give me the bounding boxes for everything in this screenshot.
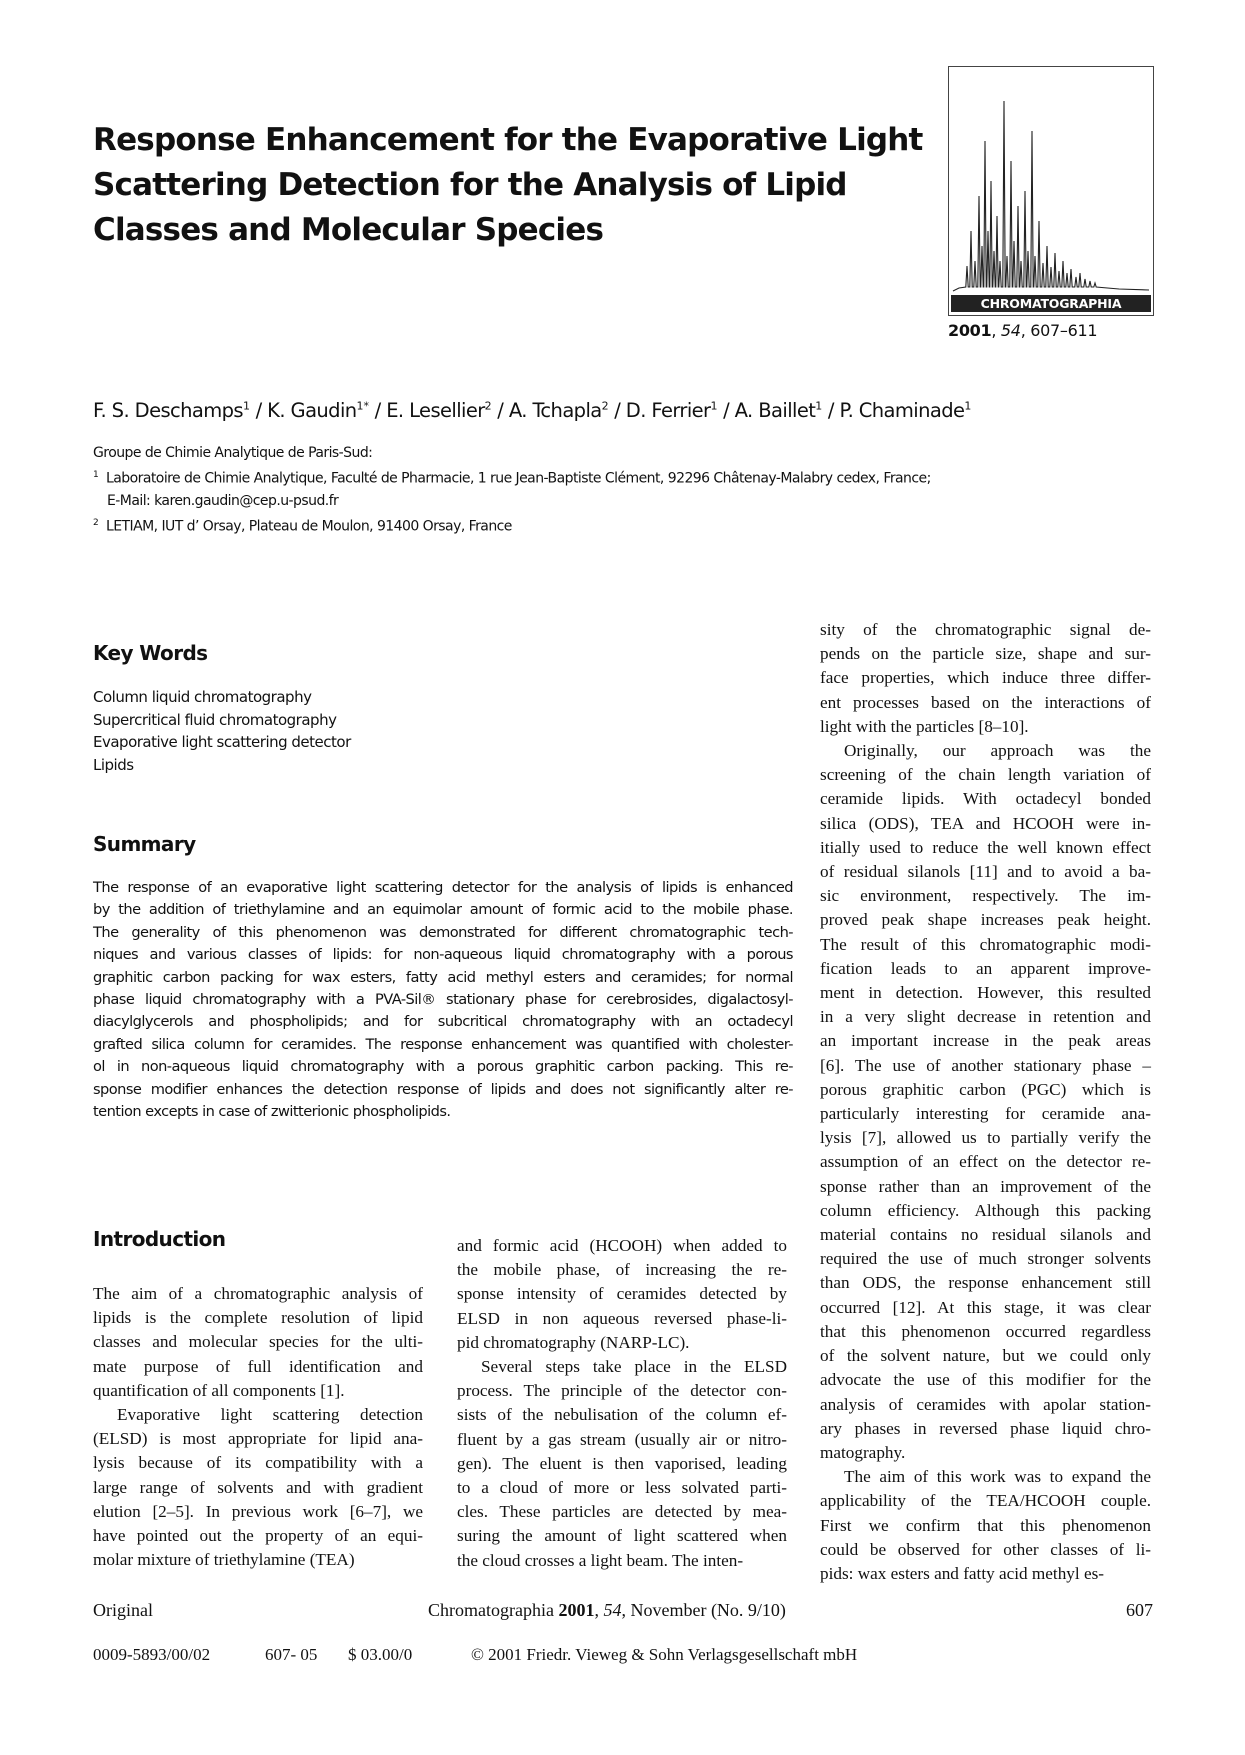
- text-line: classes and molecular species for the ulti-: [93, 1332, 423, 1352]
- text-line: lipids is the complete resolution of lipid: [93, 1308, 423, 1328]
- body-column-3: [820, 618, 1151, 1586]
- text-line: occurred [12]. At this stage, it was clear: [820, 1297, 1151, 1317]
- text-line: silica (ODS), TEA and HCOOH were in-: [820, 813, 1151, 833]
- text-line: of residual silanols [11] and to avoid a ba-: [820, 862, 1151, 882]
- summary-line: The generality of this phenomenon was demonstrated for different chromatographic tech-: [93, 923, 793, 941]
- text-line: have pointed out the property of an equi-: [93, 1526, 423, 1546]
- paper-title: Response Enhancement for the Evaporative Light Scattering Detection for the Analysis of Lipid Classes and Molecular Species: [93, 122, 923, 248]
- text-line: proved peak shape increases peak height.: [820, 910, 1151, 930]
- text-line: First we confirm that this phenomenon: [820, 1515, 1151, 1535]
- author: [626, 399, 718, 422]
- author-name: A. Tchapla: [508, 399, 602, 422]
- keyword-item: Lipids: [93, 755, 134, 774]
- text-line: particularly interesting for ceramide ana-: [820, 1104, 1151, 1124]
- text-line: and formic acid (HCOOH) when added to: [457, 1236, 787, 1255]
- text-line: face properties, which induce three differ-: [820, 668, 1151, 688]
- text-line: porous graphitic carbon (PGC) which is: [820, 1079, 1151, 1099]
- text-line: fluent by a gas stream (usually air or nitro-: [457, 1429, 787, 1449]
- text-line: the mobile phase, of increasing the re-: [457, 1260, 787, 1280]
- text-line: than ODS, the response enhancement still: [820, 1273, 1151, 1293]
- affiliation-1-text: Laboratoire de Chimie Analytique, Faculté de Pharmacie, 1 rue Jean-Baptiste Clément, 92296 Châtenay-Malabry cedex, France;: [106, 470, 931, 487]
- summary-line: sponse modifier enhances the detection response of lipids and does not significantly alter re-: [93, 1080, 793, 1098]
- summary-line: diacylglycerols and phospholipids; and for subcritical chromatography with an octadecyl: [93, 1013, 793, 1031]
- text-line: The aim of a chromatographic analysis of: [93, 1284, 423, 1303]
- text-line: column efficiency. Although this packing: [820, 1200, 1151, 1220]
- text-line: to a cloud of more or less solvated parti-: [457, 1478, 787, 1498]
- body-column-1: [93, 1282, 423, 1572]
- text-line: gen). The eluent is then vaporised, leading: [457, 1453, 787, 1473]
- footer-journal-ref: Chromatographia 2001, 54, November (No. 9/10): [428, 1600, 786, 1620]
- author-list: F. S. Deschamps$^1$ / K. Gaudin$^{1*}$ / E. Lesellier$^2$ / A. Tchapla$^2$ / D. Ferrier$^1$ / A. Baillet$^1$ / P. Chaminade$^1$: [93, 399, 972, 422]
- summary-text: [93, 877, 793, 1123]
- text-line: ELSD in non aqueous reversed phase-li-: [457, 1308, 787, 1328]
- summary-line: by the addition of triethylamine and an equimolar amount of formic acid to the mobile phase.: [93, 901, 793, 919]
- issn: 0009-5893/00/02: [93, 1645, 211, 1664]
- text-line: lysis because of its compatibility with a: [93, 1453, 423, 1473]
- text-line: ment in detection. However, this resulted: [820, 983, 1151, 1003]
- summary-line: graphitic carbon packing for wax esters, fatty acid methyl esters and ceramides; for normal: [93, 968, 793, 986]
- keyword-item: Evaporative light scattering detector: [93, 733, 351, 751]
- text-line: The aim of this work was to expand the: [844, 1467, 1151, 1487]
- text-line: pends on the particle size, shape and sur-: [820, 644, 1151, 664]
- text-line: light with the particles [8–10].: [820, 716, 1029, 736]
- footer-journal: Chromatographia: [428, 1600, 554, 1620]
- author: [735, 399, 823, 422]
- keyword-item: Supercritical fluid chromatography: [93, 710, 337, 729]
- author-name: F. S. Deschamps: [93, 399, 243, 422]
- introduction-heading: Introduction: [93, 1227, 226, 1251]
- keywords-heading: Key Words: [93, 641, 208, 665]
- text-line: that this phenomenon occurred regardless: [820, 1321, 1151, 1341]
- body-column-2: [457, 1234, 787, 1573]
- affiliation-2-number: 2: [93, 517, 99, 528]
- text-line: ent processes based on the interactions of: [820, 692, 1151, 712]
- affiliations: [93, 442, 1153, 537]
- text-line: ceramide lipids. With octadecyl bonded: [820, 789, 1151, 809]
- text-line: matography.: [820, 1442, 906, 1462]
- text-line: ary phases in reversed phase liquid chro-: [820, 1418, 1151, 1438]
- text-line: pid chromatography (NARP-LC).: [457, 1332, 690, 1352]
- author-affiliation-mark: 2: [601, 399, 609, 413]
- author-affiliation-mark: 1: [964, 399, 972, 413]
- text-line: analysis of ceramides with apolar station-: [820, 1394, 1151, 1414]
- article-type: Original: [93, 1600, 153, 1620]
- text-line: suring the amount of light scattered when: [457, 1526, 787, 1546]
- affiliation-email: E-Mail: karen.gaudin@cep.u-psud.fr: [107, 492, 339, 509]
- page-number: 607: [1126, 1600, 1153, 1620]
- summary-heading: Summary: [93, 832, 196, 856]
- text-line: required the use of much stronger solvents: [820, 1249, 1151, 1269]
- text-line: fication leads to an apparent improve-: [820, 958, 1151, 978]
- keyword-item: Column liquid chromatography: [93, 688, 312, 706]
- text-line: lysis [7], allowed us to partially verify the: [820, 1128, 1151, 1148]
- text-line: an important increase in the peak areas: [820, 1031, 1151, 1051]
- author-name: E. Lesellier: [386, 399, 485, 422]
- summary-line: The response of an evaporative light scattering detector for the analysis of lipids is enhanced: [93, 879, 793, 896]
- text-line: sists of the nebulisation of the column ef-: [457, 1405, 787, 1425]
- text-line: cles. These particles are detected by mea-: [457, 1502, 787, 1522]
- author-affiliation-mark: 2: [484, 399, 492, 413]
- summary-line: tention excepts in case of zwitterionic phospholipids.: [93, 1103, 451, 1121]
- text-line: molar mixture of triethylamine (TEA): [93, 1550, 355, 1570]
- keywords-list: [93, 686, 493, 776]
- text-line: sponse rather than an improvement of the: [820, 1176, 1151, 1196]
- text-line: screening of the chain length variation of: [820, 765, 1151, 785]
- affiliation-2-text: LETIAM, IUT d’ Orsay, Plateau de Moulon, 91400 Orsay, France: [106, 518, 512, 535]
- affiliation-1: [93, 464, 1153, 490]
- affiliation-1-number: 1: [93, 470, 99, 480]
- text-line: The result of this chromatographic modi-: [820, 934, 1151, 954]
- journal-logo-label: CHROMATOGRAPHIA: [951, 295, 1151, 312]
- text-line: itially used to reduce the well known effect: [820, 837, 1151, 857]
- author-affiliation-mark: 1: [710, 399, 718, 413]
- text-line: large range of solvents and with gradient: [93, 1477, 423, 1497]
- text-line: sity of the chromatographic signal de-: [820, 620, 1151, 639]
- summary-line: grafted silica column for ceramides. The response enhancement was quantified with cholester-: [93, 1035, 793, 1053]
- author: [93, 399, 250, 422]
- author-name: A. Baillet: [734, 399, 816, 422]
- text-line: quantification of all components [1].: [93, 1380, 345, 1400]
- author: [839, 399, 971, 422]
- text-line: in a very slight decrease in retention and: [820, 1007, 1151, 1027]
- author: [267, 399, 369, 422]
- text-line: Several steps take place in the ELSD: [481, 1357, 787, 1377]
- text-line: applicability of the TEA/HCOOH couple.: [820, 1491, 1151, 1511]
- copyright-line: [93, 1645, 1153, 1669]
- chromatogram-icon: [949, 67, 1153, 295]
- affiliation-group: Groupe de Chimie Analytique de Paris-Sud:: [93, 445, 373, 461]
- text-line: sponse intensity of ceramides detected by: [457, 1284, 787, 1304]
- text-line: (ELSD) is most appropriate for lipid ana-: [93, 1429, 423, 1449]
- summary-line: niques and various classes of lipids: for non-aqueous liquid chromatography with a porous: [93, 946, 793, 964]
- text-line: pids: wax esters and fatty acid methyl es-: [820, 1563, 1104, 1583]
- footer-volume: 54: [603, 1600, 622, 1620]
- text-line: Evaporative light scattering detection: [117, 1405, 423, 1425]
- author-name: P. Chaminade: [839, 399, 965, 422]
- text-line: [6]. The use of another stationary phase –: [820, 1055, 1151, 1075]
- price: $ 03.00/0: [348, 1645, 413, 1664]
- text-line: could be observed for other classes of li-: [820, 1539, 1151, 1559]
- author-name: D. Ferrier: [625, 399, 711, 422]
- text-line: process. The principle of the detector con-: [457, 1381, 787, 1401]
- citation: 2001, 54, 607–611: [948, 321, 1098, 340]
- footer-year: 2001: [558, 1600, 595, 1620]
- text-line: of the solvent nature, but we could only: [820, 1346, 1151, 1366]
- copyright: © 2001 Friedr. Vieweg & Sohn Verlagsgesellschaft mbH: [471, 1645, 858, 1664]
- text-line: sic environment, respectively. The im-: [820, 886, 1151, 906]
- journal-logo: [948, 66, 1154, 316]
- author: [386, 399, 491, 422]
- author-affiliation-mark: 1: [243, 399, 250, 413]
- text-line: elution [2–5]. In previous work [6–7], we: [93, 1501, 423, 1521]
- citation-volume: 54: [1000, 321, 1021, 340]
- author: [509, 399, 609, 422]
- summary-line: ol in non-aqueous liquid chromatography with a porous graphitic carbon packing. This re-: [93, 1058, 793, 1076]
- footer-issue: , November (No. 9/10): [621, 1600, 786, 1620]
- author-affiliation-mark: 1: [815, 399, 823, 413]
- text-line: the cloud crosses a light beam. The inten-: [457, 1550, 744, 1570]
- affiliation-2: [93, 512, 1153, 538]
- author-name: K. Gaudin: [267, 399, 357, 422]
- citation-pages: 607–611: [1030, 321, 1098, 340]
- summary-line: phase liquid chromatography with a PVA-Sil® stationary phase for cerebrosides, digalactosyl-: [93, 991, 793, 1009]
- text-line: Originally, our approach was the: [844, 741, 1151, 761]
- text-line: assumption of an effect on the detector re-: [820, 1152, 1151, 1172]
- author-affiliation-mark: 1*: [356, 399, 370, 413]
- citation-year: 2001: [948, 321, 992, 340]
- text-line: mate purpose of full identification and: [93, 1356, 423, 1376]
- article-code: 607- 05: [265, 1645, 318, 1664]
- page-footer: [93, 1600, 1153, 1626]
- text-line: advocate the use of this modifier for the: [820, 1370, 1151, 1390]
- text-line: material contains no residual silanols and: [820, 1225, 1151, 1245]
